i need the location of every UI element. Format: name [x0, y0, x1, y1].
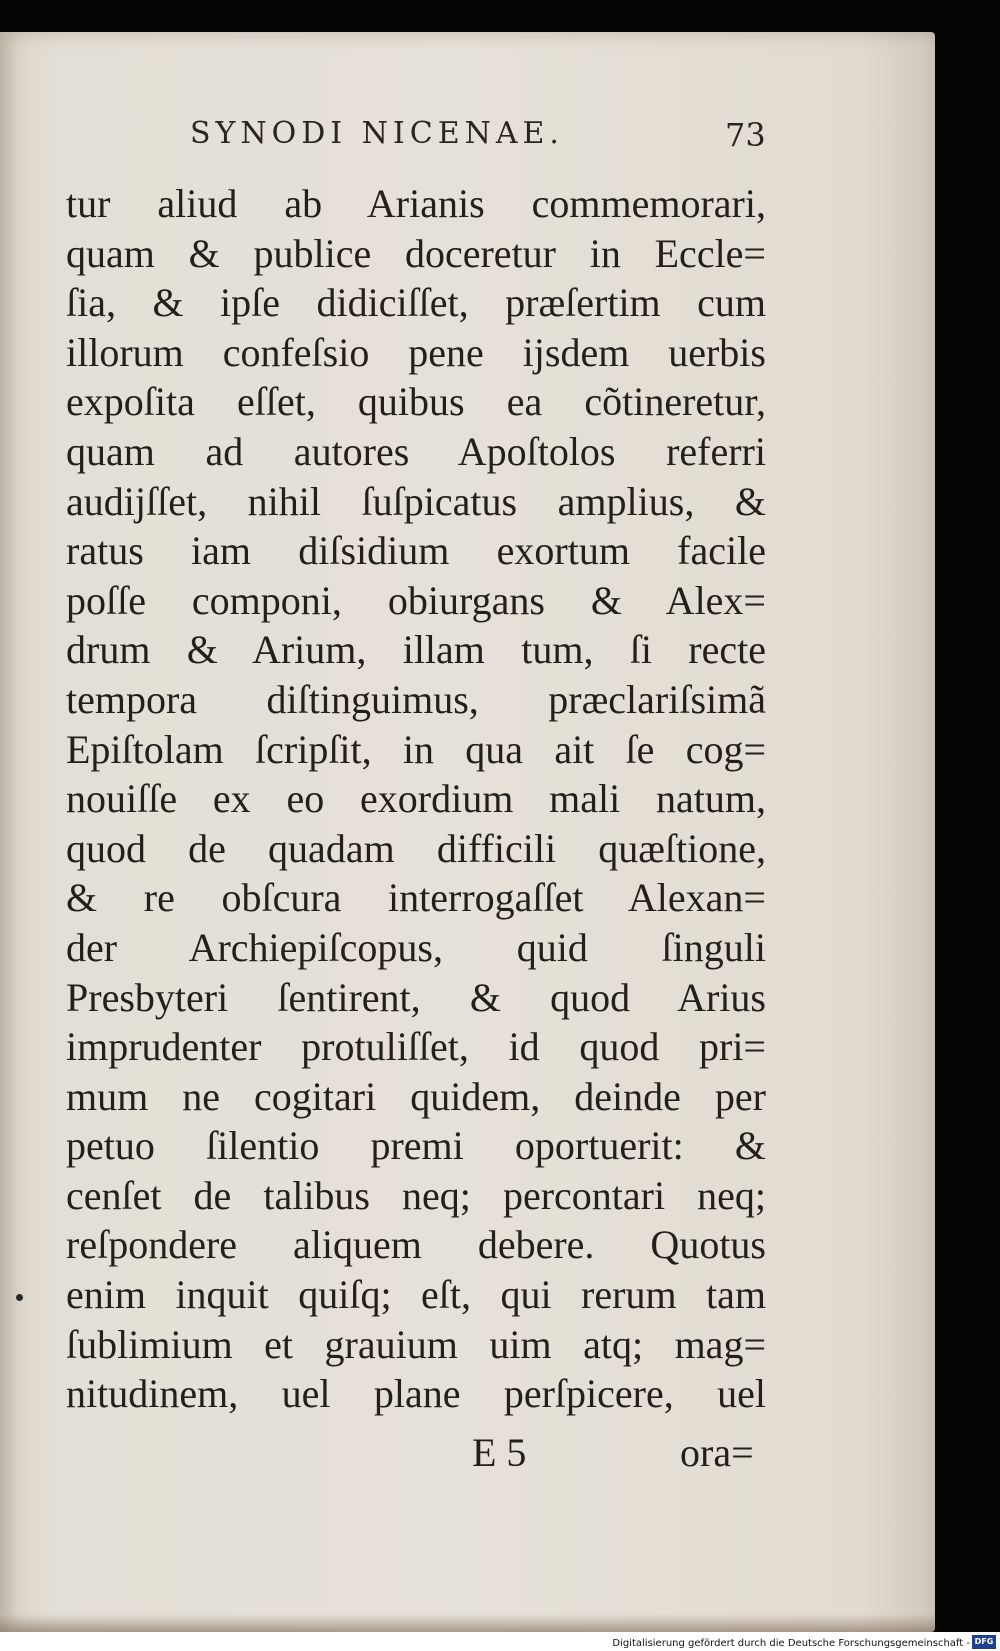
- text-line: petuo ſilentio premi oportuerit: &: [66, 1123, 766, 1169]
- margin-dot: [16, 1294, 23, 1301]
- text-line: ſublimium et grauium uim atq; mag=: [66, 1321, 766, 1367]
- text-line: mum ne cogitari quidem, deinde per: [66, 1073, 766, 1119]
- text-line: ratus iam diſsidium exortum facile: [66, 528, 766, 574]
- text-line: drum & Arium, illam tum, ſi recte: [66, 627, 766, 673]
- text-line: tempora diſtinguimus, præclariſsimã: [66, 676, 766, 722]
- signature-mark: E 5: [472, 1430, 527, 1475]
- text-line: ſia, & ipſe didiciſſet, præſertim cum: [66, 280, 766, 326]
- catchword: ora=: [680, 1430, 754, 1475]
- text-line: Presbyteri ſentirent, & quod Arius: [66, 974, 766, 1020]
- text-line: enim inquit quiſq; eſt, qui rerum tam: [66, 1272, 766, 1318]
- text-line: quam & publice doceretur in Eccle=: [66, 230, 766, 276]
- text-line: illorum confeſsio pene ijsdem uerbis: [66, 329, 766, 375]
- text-line: audijſſet, nihil ſuſpicatus amplius, &: [66, 478, 766, 524]
- text-line: imprudenter protuliſſet, id quod pri=: [66, 1024, 766, 1070]
- text-line: expoſita eſſet, quibus ea cõtineretur,: [66, 379, 766, 425]
- dfg-logo-icon: DFG: [972, 1635, 996, 1649]
- digitization-credit: Digitalisierung gefördert durch die Deutsche Forschungsgemeinschaft -: [612, 1638, 970, 1649]
- text-block: [66, 179, 766, 1419]
- text-line: poſſe componi, obiurgans & Alex=: [66, 577, 766, 623]
- text-line: nitudinem, uel plane perſpicere, uel: [66, 1371, 766, 1417]
- text-line: Epiſtolam ſcripſit, in qua ait ſe cog=: [66, 726, 766, 772]
- text-line: cenſet de talibus neq; percontari neq;: [66, 1172, 766, 1218]
- running-head: SYNODI NICENAE.: [190, 116, 564, 151]
- text-line: nouiſſe ex eo exordium mali natum,: [66, 776, 766, 822]
- page-number: 73: [725, 116, 766, 154]
- book-page: [0, 32, 935, 1632]
- text-line: quod de quadam difficili quæſtione,: [66, 825, 766, 871]
- text-line: reſpondere aliquem debere. Quotus: [66, 1222, 766, 1268]
- text-line: tur aliud ab Arianis commemorari,: [66, 181, 766, 226]
- text-line: quam ad autores Apoſtolos referri: [66, 428, 766, 474]
- digitization-footer: [0, 1632, 1000, 1651]
- text-line: & re obſcura interrogaſſet Alexan=: [66, 875, 766, 921]
- text-line: der Archiepiſcopus, quid ſinguli: [66, 924, 766, 970]
